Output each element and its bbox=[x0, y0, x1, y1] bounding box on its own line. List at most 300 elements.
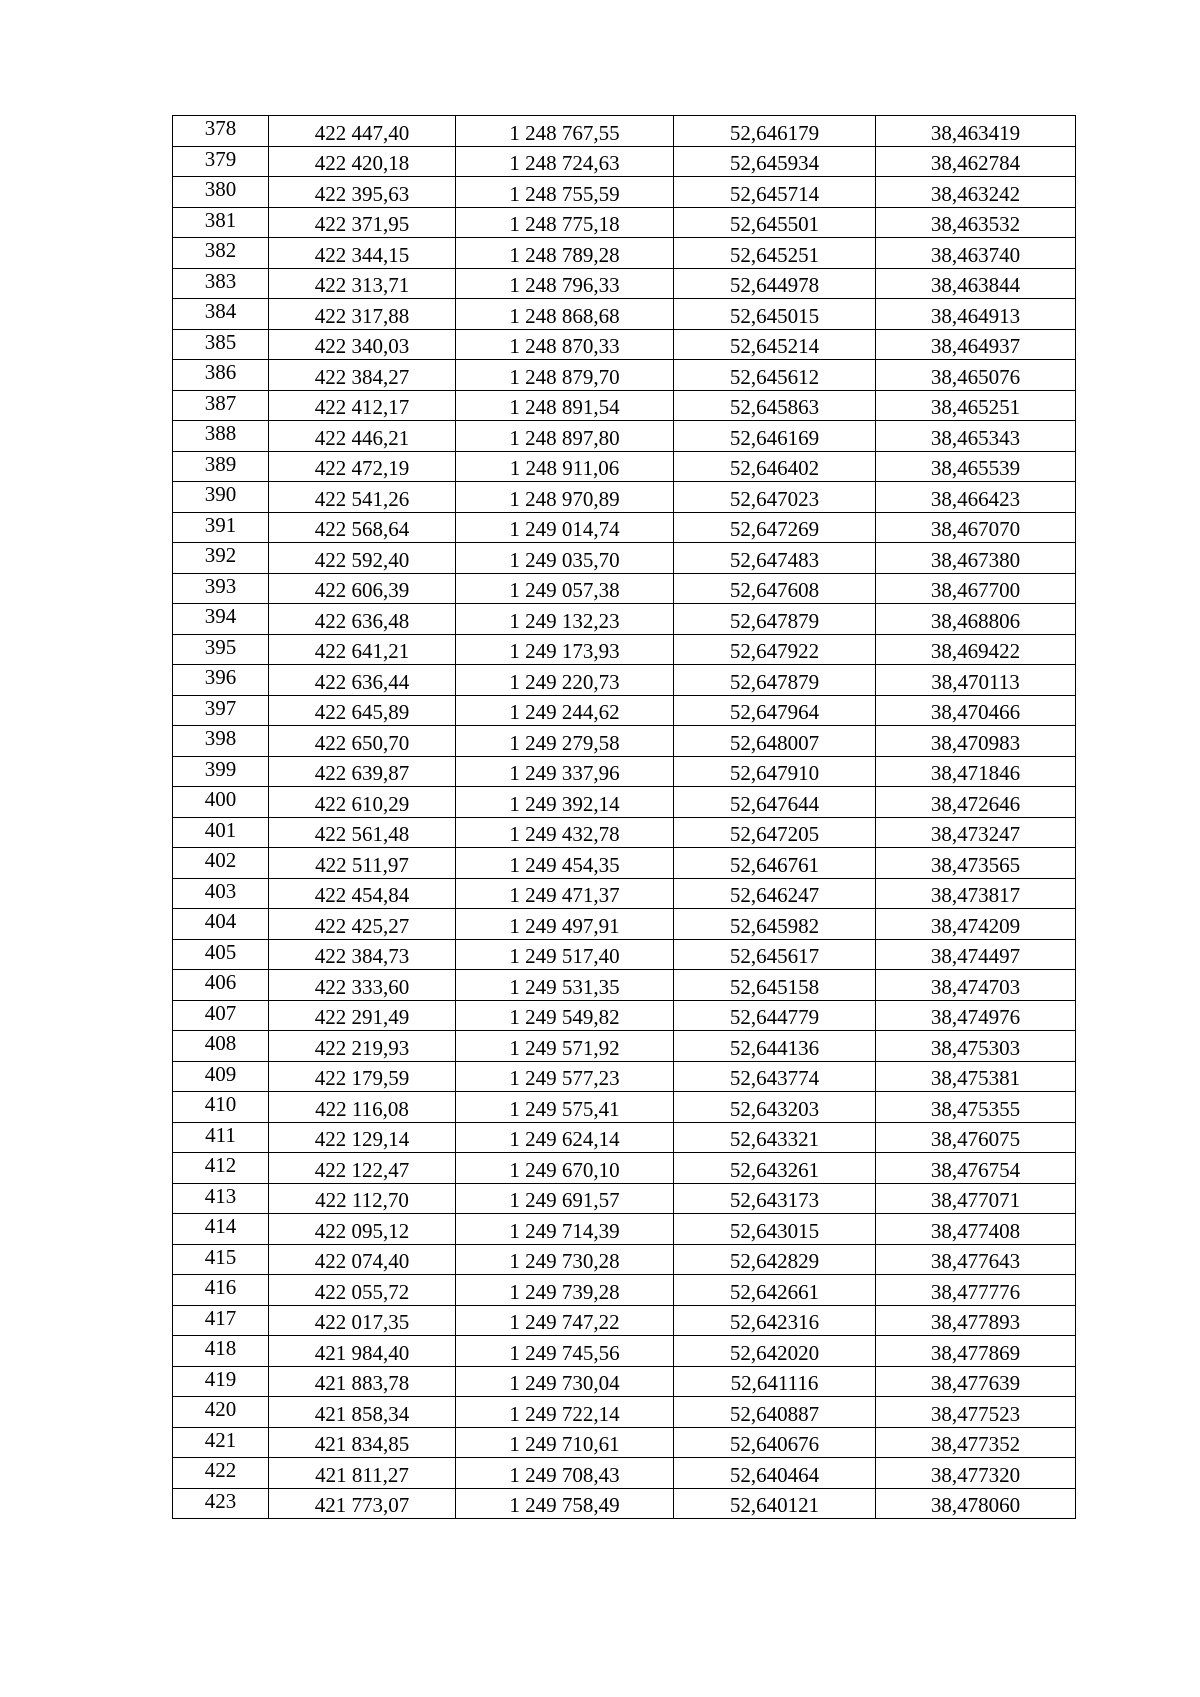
x-coordinate-cell bbox=[269, 177, 456, 208]
y-coordinate-cell bbox=[456, 604, 674, 635]
y-coordinate-cell bbox=[456, 1244, 674, 1275]
y-coordinate-cell bbox=[456, 421, 674, 452]
point-number-cell bbox=[173, 1061, 269, 1092]
cell-text: 52,645501 bbox=[729, 212, 820, 236]
cell-text: 422 592,40 bbox=[314, 547, 410, 572]
x-coordinate-cell bbox=[269, 878, 456, 909]
y-coordinate-cell bbox=[456, 726, 674, 757]
coordinates-table bbox=[172, 115, 1076, 1519]
x-coordinate-cell bbox=[269, 1275, 456, 1306]
cell-text: 1 249 454,35 bbox=[509, 852, 620, 877]
cell-text: 410 bbox=[204, 1092, 237, 1116]
cell-text: 38,477869 bbox=[930, 1340, 1021, 1365]
cell-text: 52,644779 bbox=[729, 1005, 820, 1029]
cell-text: 38,473565 bbox=[930, 852, 1021, 877]
cell-text: 421 984,40 bbox=[314, 1340, 410, 1365]
y-coordinate-cell bbox=[456, 268, 674, 299]
longitude-cell bbox=[876, 177, 1076, 208]
cell-text: 38,477523 bbox=[930, 1401, 1021, 1426]
y-coordinate-cell bbox=[456, 177, 674, 208]
cell-text: 409 bbox=[204, 1061, 237, 1086]
cell-text: 52,640121 bbox=[729, 1493, 820, 1517]
latitude-cell bbox=[674, 360, 876, 391]
cell-text: 52,645617 bbox=[729, 944, 820, 968]
cell-text: 1 249 691,57 bbox=[509, 1188, 620, 1212]
longitude-cell bbox=[876, 1305, 1076, 1336]
cell-text: 403 bbox=[204, 878, 237, 903]
point-number-cell bbox=[173, 604, 269, 635]
latitude-cell bbox=[674, 1427, 876, 1458]
x-coordinate-cell bbox=[269, 1427, 456, 1458]
longitude-cell bbox=[876, 1092, 1076, 1123]
cell-text: 38,467380 bbox=[930, 547, 1021, 572]
latitude-cell bbox=[674, 1366, 876, 1397]
latitude-cell bbox=[674, 1244, 876, 1275]
cell-text: 378 bbox=[204, 116, 237, 140]
cell-text: 38,463844 bbox=[930, 273, 1021, 297]
x-coordinate-cell bbox=[269, 116, 456, 147]
cell-text: 414 bbox=[204, 1214, 237, 1238]
point-number-cell bbox=[173, 1336, 269, 1367]
cell-text: 38,477639 bbox=[930, 1371, 1021, 1395]
latitude-cell bbox=[674, 1488, 876, 1519]
cell-text: 422 219,93 bbox=[314, 1035, 410, 1060]
longitude-cell bbox=[876, 1427, 1076, 1458]
x-coordinate-cell bbox=[269, 146, 456, 177]
point-number-cell bbox=[173, 1092, 269, 1123]
point-number-cell bbox=[173, 1366, 269, 1397]
cell-text: 1 249 132,23 bbox=[509, 608, 620, 633]
cell-text: 422 636,44 bbox=[314, 669, 410, 694]
cell-text: 388 bbox=[204, 421, 237, 445]
latitude-cell bbox=[674, 634, 876, 665]
cell-text: 1 249 035,70 bbox=[509, 547, 620, 572]
cell-text: 1 248 897,80 bbox=[509, 425, 620, 450]
x-coordinate-cell bbox=[269, 482, 456, 513]
latitude-cell bbox=[674, 939, 876, 970]
point-number-cell bbox=[173, 726, 269, 757]
cell-text: 38,465076 bbox=[930, 364, 1021, 389]
y-coordinate-cell bbox=[456, 299, 674, 330]
table-row bbox=[173, 787, 1076, 818]
cell-text: 52,640887 bbox=[729, 1401, 820, 1426]
longitude-cell bbox=[876, 390, 1076, 421]
x-coordinate-cell bbox=[269, 1366, 456, 1397]
x-coordinate-cell bbox=[269, 451, 456, 482]
cell-text: 1 249 575,41 bbox=[509, 1096, 620, 1121]
point-number-cell bbox=[173, 299, 269, 330]
cell-text: 422 454,84 bbox=[314, 883, 410, 907]
x-coordinate-cell bbox=[269, 207, 456, 238]
cell-text: 422 641,21 bbox=[314, 639, 410, 663]
y-coordinate-cell bbox=[456, 1183, 674, 1214]
point-number-cell bbox=[173, 939, 269, 970]
cell-text: 421 811,27 bbox=[315, 1462, 409, 1487]
cell-text: 421 883,78 bbox=[314, 1371, 410, 1395]
cell-text: 422 340,03 bbox=[314, 334, 410, 358]
x-coordinate-cell bbox=[269, 939, 456, 970]
cell-text: 393 bbox=[204, 573, 237, 598]
longitude-cell bbox=[876, 1153, 1076, 1184]
point-number-cell bbox=[173, 177, 269, 208]
longitude-cell bbox=[876, 1458, 1076, 1489]
table-row bbox=[173, 634, 1076, 665]
y-coordinate-cell bbox=[456, 390, 674, 421]
cell-text: 406 bbox=[204, 970, 237, 994]
cell-text: 421 bbox=[204, 1427, 237, 1452]
cell-text: 1 248 775,18 bbox=[509, 212, 620, 236]
longitude-cell bbox=[876, 939, 1076, 970]
point-number-cell bbox=[173, 1427, 269, 1458]
table-row bbox=[173, 1397, 1076, 1428]
point-number-cell bbox=[173, 1397, 269, 1428]
cell-text: 1 248 789,28 bbox=[509, 242, 620, 267]
table-row bbox=[173, 1488, 1076, 1519]
cell-text: 38,477893 bbox=[930, 1310, 1021, 1334]
y-coordinate-cell bbox=[456, 1336, 674, 1367]
table-row bbox=[173, 268, 1076, 299]
cell-text: 407 bbox=[204, 1000, 237, 1025]
cell-text: 1 249 471,37 bbox=[509, 883, 620, 907]
x-coordinate-cell bbox=[269, 1031, 456, 1062]
point-number-cell bbox=[173, 1122, 269, 1153]
cell-text: 52,645158 bbox=[729, 974, 820, 999]
latitude-cell bbox=[674, 421, 876, 452]
point-number-cell bbox=[173, 634, 269, 665]
cell-text: 38,476075 bbox=[930, 1127, 1021, 1151]
y-coordinate-cell bbox=[456, 1153, 674, 1184]
table-row bbox=[173, 817, 1076, 848]
y-coordinate-cell bbox=[456, 543, 674, 574]
cell-text: 422 472,19 bbox=[314, 456, 410, 480]
table-row bbox=[173, 116, 1076, 147]
y-coordinate-cell bbox=[456, 573, 674, 604]
cell-text: 1 249 432,78 bbox=[509, 822, 620, 846]
cell-text: 52,642020 bbox=[729, 1340, 820, 1365]
x-coordinate-cell bbox=[269, 909, 456, 940]
cell-text: 38,468806 bbox=[930, 608, 1021, 633]
x-coordinate-cell bbox=[269, 390, 456, 421]
cell-text: 38,476754 bbox=[930, 1157, 1021, 1182]
table-row bbox=[173, 1305, 1076, 1336]
cell-text: 383 bbox=[204, 268, 237, 293]
point-number-cell bbox=[173, 878, 269, 909]
latitude-cell bbox=[674, 329, 876, 360]
x-coordinate-cell bbox=[269, 695, 456, 726]
cell-text: 52,646179 bbox=[729, 120, 820, 145]
longitude-cell bbox=[876, 665, 1076, 696]
longitude-cell bbox=[876, 817, 1076, 848]
cell-text: 1 249 747,22 bbox=[509, 1310, 620, 1334]
table-row bbox=[173, 1061, 1076, 1092]
cell-text: 420 bbox=[204, 1397, 237, 1421]
cell-text: 52,647205 bbox=[729, 822, 820, 846]
point-number-cell bbox=[173, 1214, 269, 1245]
cell-text: 1 249 577,23 bbox=[509, 1066, 620, 1090]
y-coordinate-cell bbox=[456, 665, 674, 696]
latitude-cell bbox=[674, 1000, 876, 1031]
latitude-cell bbox=[674, 787, 876, 818]
x-coordinate-cell bbox=[269, 1305, 456, 1336]
cell-text: 38,475355 bbox=[930, 1096, 1021, 1121]
table-row bbox=[173, 482, 1076, 513]
cell-text: 422 112,70 bbox=[315, 1188, 409, 1212]
cell-text: 395 bbox=[204, 634, 237, 659]
latitude-cell bbox=[674, 238, 876, 269]
cell-text: 52,647964 bbox=[729, 700, 820, 724]
latitude-cell bbox=[674, 451, 876, 482]
cell-text: 38,465343 bbox=[930, 425, 1021, 450]
table-row bbox=[173, 543, 1076, 574]
longitude-cell bbox=[876, 482, 1076, 513]
table-row bbox=[173, 1336, 1076, 1367]
cell-text: 38,478060 bbox=[930, 1493, 1021, 1517]
latitude-cell bbox=[674, 268, 876, 299]
cell-text: 52,646247 bbox=[729, 883, 820, 907]
x-coordinate-cell bbox=[269, 1458, 456, 1489]
table-row bbox=[173, 970, 1076, 1001]
table-row bbox=[173, 1427, 1076, 1458]
table-row bbox=[173, 665, 1076, 696]
cell-text: 38,463740 bbox=[930, 242, 1021, 267]
cell-text: 422 395,63 bbox=[314, 181, 410, 206]
y-coordinate-cell bbox=[456, 939, 674, 970]
cell-text: 38,474209 bbox=[930, 913, 1021, 938]
point-number-cell bbox=[173, 329, 269, 360]
cell-text: 394 bbox=[204, 604, 237, 628]
cell-text: 423 bbox=[204, 1488, 237, 1513]
table-row bbox=[173, 726, 1076, 757]
table-row bbox=[173, 238, 1076, 269]
cell-text: 408 bbox=[204, 1031, 237, 1055]
cell-text: 1 249 549,82 bbox=[509, 1005, 620, 1029]
cell-text: 422 384,73 bbox=[314, 944, 410, 968]
cell-text: 38,464937 bbox=[930, 334, 1021, 358]
point-number-cell bbox=[173, 970, 269, 1001]
latitude-cell bbox=[674, 390, 876, 421]
latitude-cell bbox=[674, 1122, 876, 1153]
cell-text: 1 249 714,39 bbox=[509, 1218, 620, 1243]
cell-text: 52,647483 bbox=[729, 547, 820, 572]
x-coordinate-cell bbox=[269, 299, 456, 330]
point-number-cell bbox=[173, 451, 269, 482]
cell-text: 422 412,17 bbox=[314, 395, 410, 419]
cell-text: 1 248 911,06 bbox=[509, 456, 620, 480]
x-coordinate-cell bbox=[269, 329, 456, 360]
longitude-cell bbox=[876, 848, 1076, 879]
cell-text: 38,469422 bbox=[930, 639, 1021, 663]
y-coordinate-cell bbox=[456, 116, 674, 147]
cell-text: 422 291,49 bbox=[314, 1005, 410, 1029]
cell-text: 422 636,48 bbox=[314, 608, 410, 633]
y-coordinate-cell bbox=[456, 1366, 674, 1397]
x-coordinate-cell bbox=[269, 573, 456, 604]
cell-text: 38,477071 bbox=[930, 1188, 1021, 1212]
cell-text: 422 425,27 bbox=[314, 913, 410, 938]
cell-text: 52,642316 bbox=[729, 1310, 820, 1334]
cell-text: 38,470983 bbox=[930, 730, 1021, 755]
cell-text: 38,473817 bbox=[930, 883, 1021, 907]
cell-text: 38,473247 bbox=[930, 822, 1021, 846]
longitude-cell bbox=[876, 207, 1076, 238]
x-coordinate-cell bbox=[269, 543, 456, 574]
table-row bbox=[173, 1153, 1076, 1184]
cell-text: 415 bbox=[204, 1244, 237, 1269]
x-coordinate-cell bbox=[269, 1122, 456, 1153]
cell-text: 38,477776 bbox=[930, 1279, 1021, 1304]
cell-text: 38,463242 bbox=[930, 181, 1021, 206]
latitude-cell bbox=[674, 970, 876, 1001]
cell-text: 1 249 758,49 bbox=[509, 1493, 620, 1517]
cell-text: 38,477352 bbox=[930, 1432, 1021, 1456]
cell-text: 422 074,40 bbox=[314, 1249, 410, 1273]
cell-text: 1 249 337,96 bbox=[509, 761, 620, 785]
y-coordinate-cell bbox=[456, 207, 674, 238]
cell-text: 399 bbox=[204, 756, 237, 781]
cell-text: 52,645982 bbox=[729, 913, 820, 938]
point-number-cell bbox=[173, 268, 269, 299]
cell-text: 1 249 745,56 bbox=[509, 1340, 620, 1365]
table-row bbox=[173, 1000, 1076, 1031]
y-coordinate-cell bbox=[456, 1488, 674, 1519]
point-number-cell bbox=[173, 787, 269, 818]
y-coordinate-cell bbox=[456, 909, 674, 940]
table-row bbox=[173, 573, 1076, 604]
point-number-cell bbox=[173, 1153, 269, 1184]
latitude-cell bbox=[674, 695, 876, 726]
cell-text: 52,647269 bbox=[729, 517, 820, 541]
cell-text: 1 248 767,55 bbox=[509, 120, 620, 145]
table-row bbox=[173, 1122, 1076, 1153]
cell-text: 52,640676 bbox=[729, 1432, 820, 1456]
longitude-cell bbox=[876, 604, 1076, 635]
cell-text: 52,647910 bbox=[729, 761, 820, 785]
longitude-cell bbox=[876, 543, 1076, 574]
cell-text: 38,466423 bbox=[930, 486, 1021, 511]
cell-text: 418 bbox=[204, 1336, 237, 1360]
table-row bbox=[173, 177, 1076, 208]
latitude-cell bbox=[674, 207, 876, 238]
longitude-cell bbox=[876, 1244, 1076, 1275]
cell-text: 52,645612 bbox=[729, 364, 820, 389]
longitude-cell bbox=[876, 116, 1076, 147]
cell-text: 422 129,14 bbox=[314, 1127, 410, 1151]
point-number-cell bbox=[173, 146, 269, 177]
y-coordinate-cell bbox=[456, 482, 674, 513]
cell-text: 1 249 531,35 bbox=[509, 974, 620, 999]
cell-text: 38,477320 bbox=[930, 1462, 1021, 1487]
cell-text: 422 313,71 bbox=[314, 273, 410, 297]
x-coordinate-cell bbox=[269, 1061, 456, 1092]
cell-text: 52,646761 bbox=[729, 852, 820, 877]
cell-text: 1 249 014,74 bbox=[509, 517, 620, 541]
cell-text: 417 bbox=[204, 1305, 237, 1330]
x-coordinate-cell bbox=[269, 1214, 456, 1245]
cell-text: 1 248 891,54 bbox=[509, 395, 620, 419]
point-number-cell bbox=[173, 360, 269, 391]
cell-text: 422 645,89 bbox=[314, 700, 410, 724]
cell-text: 422 095,12 bbox=[314, 1218, 410, 1243]
cell-text: 1 249 722,14 bbox=[509, 1401, 620, 1426]
latitude-cell bbox=[674, 1305, 876, 1336]
point-number-cell bbox=[173, 421, 269, 452]
x-coordinate-cell bbox=[269, 1336, 456, 1367]
latitude-cell bbox=[674, 1397, 876, 1428]
longitude-cell bbox=[876, 1397, 1076, 1428]
point-number-cell bbox=[173, 207, 269, 238]
y-coordinate-cell bbox=[456, 512, 674, 543]
table-row bbox=[173, 451, 1076, 482]
latitude-cell bbox=[674, 177, 876, 208]
cell-text: 1 249 710,61 bbox=[509, 1432, 620, 1456]
longitude-cell bbox=[876, 970, 1076, 1001]
latitude-cell bbox=[674, 665, 876, 696]
table-row bbox=[173, 1214, 1076, 1245]
point-number-cell bbox=[173, 909, 269, 940]
cell-text: 402 bbox=[204, 848, 237, 872]
x-coordinate-cell bbox=[269, 634, 456, 665]
x-coordinate-cell bbox=[269, 787, 456, 818]
cell-text: 392 bbox=[204, 543, 237, 567]
latitude-cell bbox=[674, 817, 876, 848]
y-coordinate-cell bbox=[456, 1458, 674, 1489]
longitude-cell bbox=[876, 329, 1076, 360]
cell-text: 52,643173 bbox=[729, 1188, 820, 1212]
y-coordinate-cell bbox=[456, 146, 674, 177]
cell-text: 404 bbox=[204, 909, 237, 933]
latitude-cell bbox=[674, 512, 876, 543]
x-coordinate-cell bbox=[269, 756, 456, 787]
cell-text: 52,643203 bbox=[729, 1096, 820, 1121]
table-row bbox=[173, 360, 1076, 391]
cell-text: 38,467070 bbox=[930, 517, 1021, 541]
latitude-cell bbox=[674, 848, 876, 879]
x-coordinate-cell bbox=[269, 1244, 456, 1275]
cell-text: 421 858,34 bbox=[314, 1401, 410, 1426]
cell-text: 422 639,87 bbox=[314, 761, 410, 785]
cell-text: 38,463419 bbox=[930, 120, 1021, 145]
y-coordinate-cell bbox=[456, 1061, 674, 1092]
longitude-cell bbox=[876, 726, 1076, 757]
x-coordinate-cell bbox=[269, 421, 456, 452]
cell-text: 52,645863 bbox=[729, 395, 820, 419]
x-coordinate-cell bbox=[269, 817, 456, 848]
table-row bbox=[173, 878, 1076, 909]
point-number-cell bbox=[173, 665, 269, 696]
point-number-cell bbox=[173, 1244, 269, 1275]
latitude-cell bbox=[674, 116, 876, 147]
y-coordinate-cell bbox=[456, 1427, 674, 1458]
latitude-cell bbox=[674, 604, 876, 635]
y-coordinate-cell bbox=[456, 1397, 674, 1428]
x-coordinate-cell bbox=[269, 1397, 456, 1428]
cell-text: 422 446,21 bbox=[314, 425, 410, 450]
cell-text: 1 249 730,28 bbox=[509, 1249, 620, 1273]
cell-text: 422 344,15 bbox=[314, 242, 410, 267]
table-row bbox=[173, 207, 1076, 238]
cell-text: 422 650,70 bbox=[314, 730, 410, 755]
cell-text: 422 610,29 bbox=[314, 791, 410, 816]
cell-text: 1 249 571,92 bbox=[509, 1035, 620, 1060]
table-row bbox=[173, 1244, 1076, 1275]
cell-text: 52,645214 bbox=[729, 334, 820, 358]
cell-text: 1 249 279,58 bbox=[509, 730, 620, 755]
cell-text: 38,464913 bbox=[930, 303, 1021, 328]
cell-text: 422 333,60 bbox=[314, 974, 410, 999]
cell-text: 422 568,64 bbox=[314, 517, 410, 541]
table-row bbox=[173, 1275, 1076, 1306]
cell-text: 421 834,85 bbox=[314, 1432, 410, 1456]
